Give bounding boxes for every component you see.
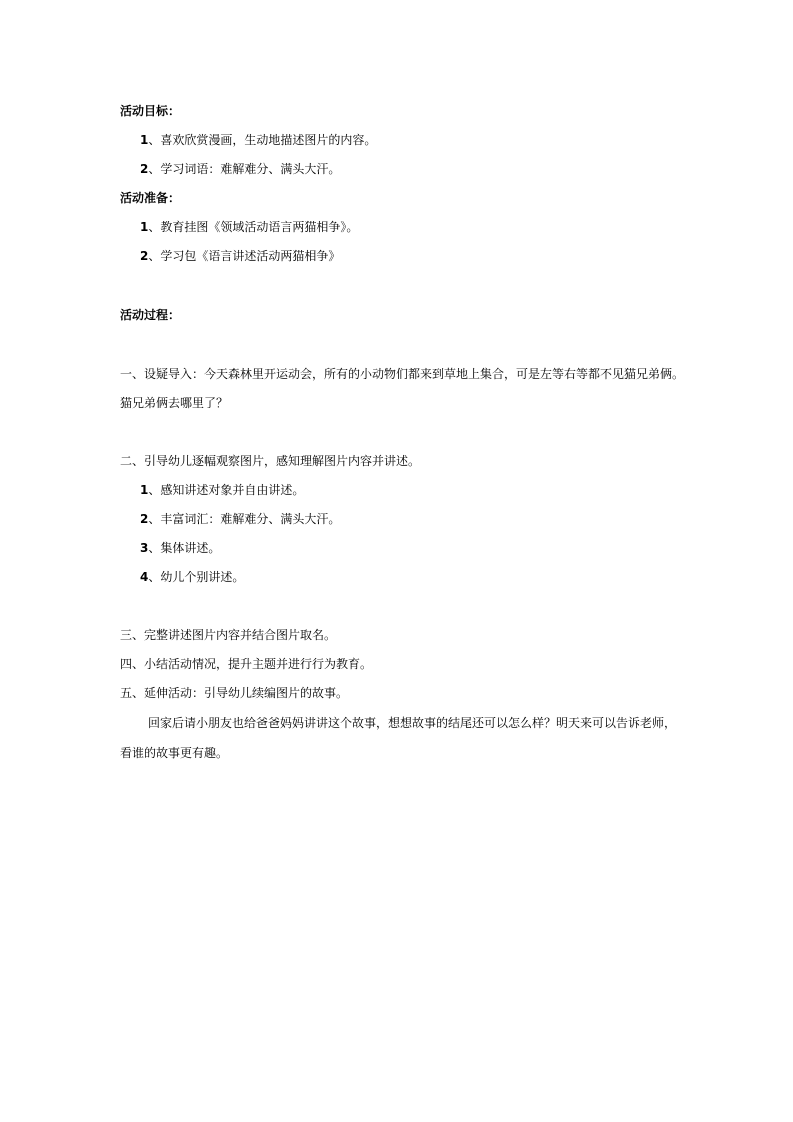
step5: 五、延伸活动：引导幼儿续编图片的故事。 (120, 686, 349, 700)
prep-item-1-number: 1 (140, 220, 149, 234)
goal-item-2-number: 2 (140, 162, 149, 176)
goal-item-1-text: 、喜欢欣赏漫画，生动地描述图片的内容。 (148, 133, 377, 147)
goal-item-1-number: 1 (140, 133, 149, 147)
step2-item-3-number: 3 (140, 541, 149, 555)
step1-line2: 猫兄弟俩去哪里了？ (120, 396, 229, 410)
process-heading: 活动过程： (120, 308, 181, 322)
step2-item-1-number: 1 (140, 483, 149, 497)
step2-item-2 (140, 511, 340, 527)
goal-item-2-text: 、学习词语：难解难分、满头大汗。 (148, 162, 341, 176)
goal-item-2 (140, 161, 340, 177)
prep-item-2-text: 、学习包《语言讲述活动两猫相争》 (148, 249, 341, 263)
step2-item-2-text: 、丰富词汇：难解难分、满头大汗。 (148, 512, 341, 526)
step2-item-1 (140, 482, 304, 498)
prep-item-2-number: 2 (140, 249, 149, 263)
step1-line1: 一、设疑导入：今天森林里开运动会，所有的小动物们都来到草地上集合，可是左等右等都不见猫兄弟俩。 (120, 367, 685, 381)
prep-item-1 (140, 219, 358, 235)
prep-item-2 (140, 248, 340, 264)
goals-heading: 活动目标： (120, 104, 181, 118)
step2-item-3-text: 、集体讲述。 (148, 541, 221, 555)
step2-item-4-text: 、幼儿个别讲述。 (148, 570, 245, 584)
goal-item-1 (140, 132, 376, 148)
step4: 四、小结活动情况，提升主题并进行行为教育。 (120, 657, 373, 671)
extension-line1: 回家后请小朋友也给爸爸妈妈讲讲这个故事，想想故事的结尾还可以怎么样？明天来可以告诉老师， (148, 716, 677, 730)
step2-item-4-number: 4 (140, 570, 149, 584)
step2-item-2-number: 2 (140, 512, 149, 526)
step2: 二、引导幼儿逐幅观察图片，感知理解图片内容并讲述。 (120, 454, 421, 468)
step2-item-4 (140, 569, 244, 585)
prep-item-1-text: 、教育挂图《领域活动语言两猫相争》。 (148, 220, 359, 234)
step2-item-3 (140, 540, 220, 556)
prep-heading: 活动准备： (120, 191, 181, 205)
extension-line2: 看谁的故事更有趣。 (120, 746, 229, 760)
step2-item-1-text: 、感知讲述对象并自由讲述。 (148, 483, 305, 497)
step3: 三、完整讲述图片内容并结合图片取名。 (120, 628, 337, 642)
